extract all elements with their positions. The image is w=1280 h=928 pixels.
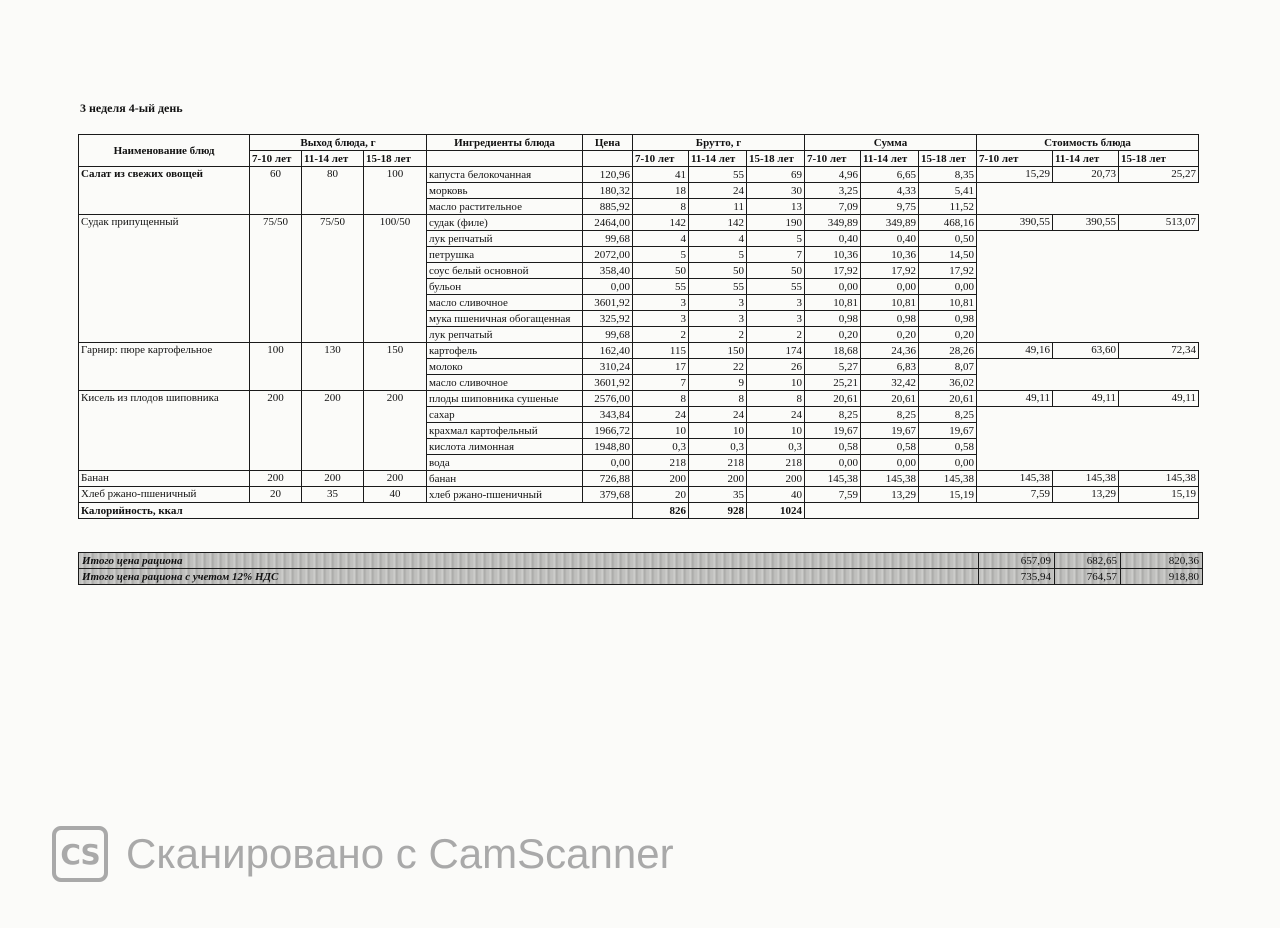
ingredient-brutto: 55: [689, 167, 747, 183]
dish-output: 150: [364, 343, 427, 391]
ingredient-price: 358,40: [583, 263, 633, 279]
ingredient-brutto: 9: [689, 375, 747, 391]
ingredient-sum: 0,98: [861, 311, 919, 327]
ingredient-name: масло растительное: [427, 199, 583, 215]
ingredient-name: картофель: [427, 343, 583, 359]
dish-name: Банан: [79, 471, 250, 487]
ingredient-name: соус белый основной: [427, 263, 583, 279]
ingredient-name: петрушка: [427, 247, 583, 263]
header-output: Выход блюда, г: [250, 135, 427, 151]
dish-cost: 7,59: [977, 487, 1053, 503]
ingredient-sum: 8,25: [805, 407, 861, 423]
ingredient-price: 180,32: [583, 183, 633, 199]
ingredient-brutto: 7: [747, 247, 805, 263]
ingredient-sum: 19,67: [919, 423, 977, 439]
ingredient-brutto: 200: [633, 471, 689, 487]
ingredient-sum: 0,58: [919, 439, 977, 455]
ingredient-brutto: 142: [689, 215, 747, 231]
ingredient-brutto: 8: [633, 391, 689, 407]
ingredient-sum: 0,58: [861, 439, 919, 455]
dish-cost: 72,34: [1119, 343, 1199, 359]
ingredient-sum: 0,40: [805, 231, 861, 247]
ingredient-brutto: 20: [633, 487, 689, 503]
ingredient-brutto: 24: [689, 407, 747, 423]
ingredient-sum: 10,36: [805, 247, 861, 263]
ingredient-sum: 4,33: [861, 183, 919, 199]
dish-output: 100: [250, 343, 302, 391]
ingredient-price: 325,92: [583, 311, 633, 327]
ingredient-brutto: 26: [747, 359, 805, 375]
ingredient-sum: 0,58: [805, 439, 861, 455]
ingredient-name: крахмал картофельный: [427, 423, 583, 439]
ingredient-price: 343,84: [583, 407, 633, 423]
ingredient-name: сахар: [427, 407, 583, 423]
header-cost: Стоимость блюда: [977, 135, 1199, 151]
ingredient-sum: 3,25: [805, 183, 861, 199]
dish-output: 200: [364, 391, 427, 471]
ingredient-sum: 349,89: [805, 215, 861, 231]
header-ingredients-sub: [427, 151, 583, 167]
table-row: [79, 167, 1199, 183]
ingredient-sum: 24,36: [861, 343, 919, 359]
page-title: 3 неделя 4-ый день: [80, 101, 183, 115]
ingredient-brutto: 5: [689, 247, 747, 263]
ingredient-brutto: 190: [747, 215, 805, 231]
dish-cost: 25,27: [1119, 167, 1199, 183]
header-cost-age3: 15-18 лет: [1119, 151, 1199, 167]
ingredient-sum: 5,27: [805, 359, 861, 375]
dish-output: 100/50: [364, 215, 427, 343]
ingredient-brutto: 3: [633, 311, 689, 327]
ingredient-sum: 11,52: [919, 199, 977, 215]
total-value-age3: 820,36: [1121, 553, 1203, 569]
total-vat-value-age1: 735,94: [979, 569, 1055, 585]
dish-cost: 20,73: [1053, 167, 1119, 183]
ingredient-brutto: 40: [747, 487, 805, 503]
ingredient-brutto: 55: [747, 279, 805, 295]
ingredient-price: 2576,00: [583, 391, 633, 407]
ingredient-brutto: 24: [747, 407, 805, 423]
header-cost-age2: 11-14 лет: [1053, 151, 1119, 167]
ingredient-brutto: 55: [689, 279, 747, 295]
calories-value-age1: 826: [633, 503, 689, 519]
ingredient-price: 3601,92: [583, 375, 633, 391]
ingredient-sum: 17,92: [861, 263, 919, 279]
dish-output: 75/50: [302, 215, 364, 343]
ingredient-sum: 4,96: [805, 167, 861, 183]
ingredient-brutto: 218: [689, 455, 747, 471]
dish-cost-empty: [977, 231, 1199, 343]
dish-output: 35: [302, 487, 364, 503]
header-cost-age1: 7-10 лет: [977, 151, 1053, 167]
ingredient-brutto: 30: [747, 183, 805, 199]
calories-value-age2: 928: [689, 503, 747, 519]
header-output-age1: 7-10 лет: [250, 151, 302, 167]
ingredient-price: 885,92: [583, 199, 633, 215]
header-dish-name: Наименование блюд: [79, 135, 250, 167]
ingredient-brutto: 50: [633, 263, 689, 279]
ingredient-sum: 0,98: [919, 311, 977, 327]
ingredient-brutto: 13: [747, 199, 805, 215]
calories-empty: [805, 503, 1199, 519]
ingredient-sum: 20,61: [861, 391, 919, 407]
ingredient-sum: 14,50: [919, 247, 977, 263]
ingredient-name: масло сливочное: [427, 295, 583, 311]
ingredient-sum: 28,26: [919, 343, 977, 359]
ingredient-sum: 0,00: [861, 455, 919, 471]
header-brutto: Брутто, г: [633, 135, 805, 151]
dish-cost: 13,29: [1053, 487, 1119, 503]
ingredient-sum: 32,42: [861, 375, 919, 391]
ingredient-brutto: 4: [633, 231, 689, 247]
header-price-sub: [583, 151, 633, 167]
header-sum: Сумма: [805, 135, 977, 151]
ingredient-sum: 0,00: [805, 279, 861, 295]
ingredient-sum: 8,35: [919, 167, 977, 183]
ingredient-name: бульон: [427, 279, 583, 295]
dish-cost: 49,11: [1053, 391, 1119, 407]
header-sum-age2: 11-14 лет: [861, 151, 919, 167]
ingredient-brutto: 69: [747, 167, 805, 183]
ingredient-sum: 25,21: [805, 375, 861, 391]
ingredient-sum: 145,38: [919, 471, 977, 487]
ingredient-brutto: 8: [689, 391, 747, 407]
header-brutto-age3: 15-18 лет: [747, 151, 805, 167]
ingredient-brutto: 150: [689, 343, 747, 359]
header-ingredients: Ингредиенты блюда: [427, 135, 583, 151]
table-row: [79, 391, 1199, 407]
total-vat-row: [79, 569, 1203, 585]
ingredient-sum: 145,38: [861, 471, 919, 487]
dish-cost: 145,38: [1119, 471, 1199, 487]
ingredient-name: молоко: [427, 359, 583, 375]
ingredient-brutto: 0,3: [747, 439, 805, 455]
dish-cost-empty: [977, 359, 1199, 391]
dish-name: Хлеб ржано-пшеничный: [79, 487, 250, 503]
ingredient-sum: 5,41: [919, 183, 977, 199]
dish-output: 200: [250, 391, 302, 471]
header-sum-age3: 15-18 лет: [919, 151, 977, 167]
ingredient-name: морковь: [427, 183, 583, 199]
ingredient-sum: 20,61: [919, 391, 977, 407]
dish-output: 200: [250, 471, 302, 487]
dish-name: Гарнир: пюре картофельное: [79, 343, 250, 391]
ingredient-brutto: 2: [633, 327, 689, 343]
ingredient-brutto: 11: [689, 199, 747, 215]
dish-cost: 145,38: [1053, 471, 1119, 487]
ingredient-sum: 0,00: [861, 279, 919, 295]
ingredient-sum: 0,20: [861, 327, 919, 343]
ingredient-brutto: 8: [747, 391, 805, 407]
ingredient-sum: 17,92: [919, 263, 977, 279]
ingredient-sum: 6,83: [861, 359, 919, 375]
table-row: [79, 471, 1199, 487]
dish-output: 200: [302, 391, 364, 471]
dish-cost-empty: [977, 183, 1199, 215]
ingredient-price: 2072,00: [583, 247, 633, 263]
ingredient-name: капуста белокочанная: [427, 167, 583, 183]
dish-output: 100: [364, 167, 427, 215]
total-vat-value-age2: 764,57: [1055, 569, 1121, 585]
dish-name: Салат из свежих овощей: [79, 167, 250, 215]
ingredient-price: 310,24: [583, 359, 633, 375]
ingredient-sum: 0,00: [805, 455, 861, 471]
ingredient-brutto: 17: [633, 359, 689, 375]
total-vat-label: Итого цена рациона с учетом 12% НДС: [79, 569, 979, 585]
menu-table: [78, 134, 1199, 519]
header-output-age3: 15-18 лет: [364, 151, 427, 167]
ingredient-sum: 10,81: [919, 295, 977, 311]
ingredient-brutto: 35: [689, 487, 747, 503]
ingredient-brutto: 24: [689, 183, 747, 199]
ingredient-brutto: 10: [633, 423, 689, 439]
ingredient-price: 379,68: [583, 487, 633, 503]
ingredient-brutto: 3: [689, 311, 747, 327]
ingredient-name: вода: [427, 455, 583, 471]
watermark-text: Сканировано с CamScanner: [126, 830, 674, 877]
ingredient-brutto: 174: [747, 343, 805, 359]
ingredient-brutto: 5: [747, 231, 805, 247]
ingredient-price: 3601,92: [583, 295, 633, 311]
ingredient-brutto: 200: [689, 471, 747, 487]
ingredient-price: 99,68: [583, 327, 633, 343]
table-row: [79, 487, 1199, 503]
ingredient-sum: 36,02: [919, 375, 977, 391]
ingredient-brutto: 10: [747, 423, 805, 439]
ingredient-sum: 10,81: [861, 295, 919, 311]
dish-output: 200: [302, 471, 364, 487]
ingredient-price: 162,40: [583, 343, 633, 359]
header-sum-age1: 7-10 лет: [805, 151, 861, 167]
dish-output: 40: [364, 487, 427, 503]
totals-table: [78, 552, 1203, 585]
total-value-age1: 657,09: [979, 553, 1055, 569]
dish-cost: 390,55: [1053, 215, 1119, 231]
ingredient-sum: 8,07: [919, 359, 977, 375]
ingredient-price: 0,00: [583, 279, 633, 295]
ingredient-brutto: 41: [633, 167, 689, 183]
ingredient-brutto: 4: [689, 231, 747, 247]
ingredient-brutto: 2: [747, 327, 805, 343]
ingredient-price: 99,68: [583, 231, 633, 247]
ingredient-sum: 18,68: [805, 343, 861, 359]
ingredient-brutto: 3: [747, 311, 805, 327]
ingredient-price: 0,00: [583, 455, 633, 471]
ingredient-price: 1966,72: [583, 423, 633, 439]
camscanner-watermark: [52, 826, 674, 882]
ingredient-brutto: 10: [747, 375, 805, 391]
ingredient-sum: 0,00: [919, 279, 977, 295]
camscanner-logo-icon: CS: [52, 826, 108, 882]
ingredient-price: 2464,00: [583, 215, 633, 231]
ingredient-brutto: 7: [633, 375, 689, 391]
ingredient-name: лук репчатый: [427, 327, 583, 343]
dish-cost: 145,38: [977, 471, 1053, 487]
dish-cost: 390,55: [977, 215, 1053, 231]
dish-cost: 15,19: [1119, 487, 1199, 503]
ingredient-brutto: 50: [689, 263, 747, 279]
ingredient-brutto: 115: [633, 343, 689, 359]
dish-cost: 49,16: [977, 343, 1053, 359]
dish-name: Судак припущенный: [79, 215, 250, 343]
dish-cost-empty: [977, 407, 1199, 471]
dish-output: 200: [364, 471, 427, 487]
menu-body: [79, 167, 1199, 503]
ingredient-brutto: 142: [633, 215, 689, 231]
dish-output: 130: [302, 343, 364, 391]
header-brutto-age2: 11-14 лет: [689, 151, 747, 167]
dish-name: Кисель из плодов шиповника: [79, 391, 250, 471]
ingredient-sum: 19,67: [861, 423, 919, 439]
ingredient-name: лук репчатый: [427, 231, 583, 247]
ingredient-sum: 349,89: [861, 215, 919, 231]
ingredient-brutto: 3: [633, 295, 689, 311]
table-row: [79, 215, 1199, 231]
header-row-1: [79, 135, 1199, 151]
ingredient-brutto: 3: [747, 295, 805, 311]
ingredient-brutto: 18: [633, 183, 689, 199]
ingredient-sum: 13,29: [861, 487, 919, 503]
total-vat-value-age3: 918,80: [1121, 569, 1203, 585]
dish-output: 60: [250, 167, 302, 215]
ingredient-price: 120,96: [583, 167, 633, 183]
ingredient-sum: 0,50: [919, 231, 977, 247]
ingredient-sum: 19,67: [805, 423, 861, 439]
ingredient-sum: 10,81: [805, 295, 861, 311]
ingredient-brutto: 218: [633, 455, 689, 471]
total-label: Итого цена рациона: [79, 553, 979, 569]
ingredient-brutto: 218: [747, 455, 805, 471]
dish-cost: 49,11: [977, 391, 1053, 407]
ingredient-brutto: 10: [689, 423, 747, 439]
ingredient-brutto: 200: [747, 471, 805, 487]
ingredient-sum: 0,20: [805, 327, 861, 343]
ingredient-sum: 7,09: [805, 199, 861, 215]
dish-output: 75/50: [250, 215, 302, 343]
ingredient-sum: 10,36: [861, 247, 919, 263]
ingredient-brutto: 0,3: [689, 439, 747, 455]
calories-label: Калорийность, ккал: [79, 503, 633, 519]
ingredient-brutto: 2: [689, 327, 747, 343]
ingredient-brutto: 55: [633, 279, 689, 295]
ingredient-brutto: 8: [633, 199, 689, 215]
ingredient-name: мука пшеничная обогащенная: [427, 311, 583, 327]
ingredient-price: 726,88: [583, 471, 633, 487]
ingredient-sum: 0,98: [805, 311, 861, 327]
dish-cost: 15,29: [977, 167, 1053, 183]
header-price: Цена: [583, 135, 633, 151]
table-row: [79, 343, 1199, 359]
ingredient-sum: 468,16: [919, 215, 977, 231]
header-output-age2: 11-14 лет: [302, 151, 364, 167]
ingredient-name: судак (филе): [427, 215, 583, 231]
ingredient-sum: 0,00: [919, 455, 977, 471]
ingredient-sum: 8,25: [919, 407, 977, 423]
ingredient-name: плоды шиповника сушеные: [427, 391, 583, 407]
calories-row: [79, 503, 1199, 519]
dish-output: 20: [250, 487, 302, 503]
total-value-age2: 682,65: [1055, 553, 1121, 569]
ingredient-sum: 145,38: [805, 471, 861, 487]
ingredient-sum: 0,20: [919, 327, 977, 343]
ingredient-brutto: 24: [633, 407, 689, 423]
ingredient-brutto: 22: [689, 359, 747, 375]
total-row: [79, 553, 1203, 569]
ingredient-sum: 0,40: [861, 231, 919, 247]
ingredient-name: кислота лимонная: [427, 439, 583, 455]
ingredient-name: масло сливочное: [427, 375, 583, 391]
ingredient-brutto: 3: [689, 295, 747, 311]
dish-cost: 513,07: [1119, 215, 1199, 231]
ingredient-name: хлеб ржано-пшеничный: [427, 487, 583, 503]
ingredient-sum: 6,65: [861, 167, 919, 183]
dish-output: 80: [302, 167, 364, 215]
header-brutto-age1: 7-10 лет: [633, 151, 689, 167]
ingredient-brutto: 50: [747, 263, 805, 279]
ingredient-sum: 20,61: [805, 391, 861, 407]
ingredient-brutto: 0,3: [633, 439, 689, 455]
ingredient-brutto: 5: [633, 247, 689, 263]
calories-value-age3: 1024: [747, 503, 805, 519]
dish-cost: 49,11: [1119, 391, 1199, 407]
ingredient-sum: 8,25: [861, 407, 919, 423]
ingredient-price: 1948,80: [583, 439, 633, 455]
ingredient-sum: 15,19: [919, 487, 977, 503]
ingredient-sum: 9,75: [861, 199, 919, 215]
ingredient-name: банан: [427, 471, 583, 487]
ingredient-sum: 7,59: [805, 487, 861, 503]
ingredient-sum: 17,92: [805, 263, 861, 279]
dish-cost: 63,60: [1053, 343, 1119, 359]
